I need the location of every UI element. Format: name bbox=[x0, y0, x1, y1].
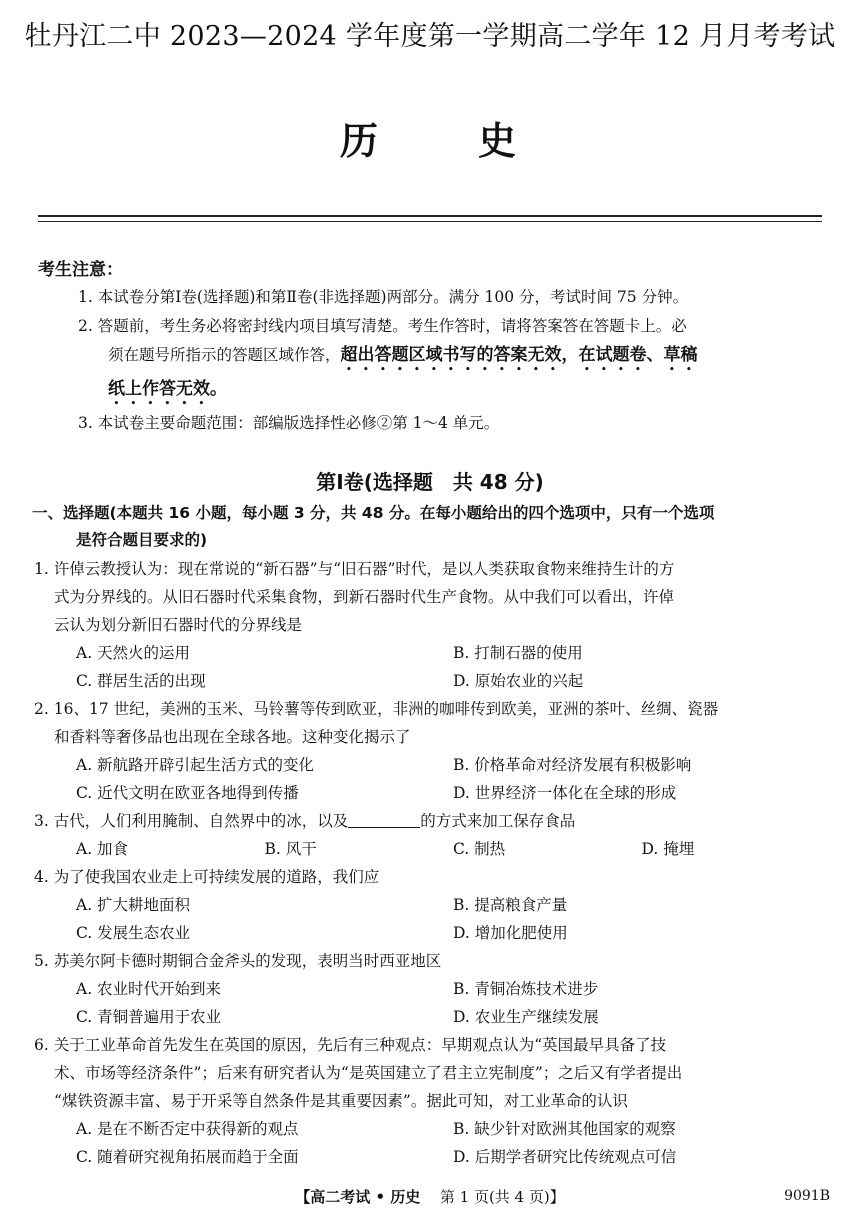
option-a: A. 新航路开辟引起生活方式的变化 bbox=[76, 756, 315, 774]
question-stem: 和香料等奢侈品也出现在全球各地。这种变化揭示了 bbox=[54, 728, 411, 746]
instructions-line-1: 一、选择题(本题共 16 小题，每小题 3 分，共 48 分。在每小题给出的四个选项中，只有一个选项 bbox=[32, 504, 715, 522]
option-a: A. 是在不断否定中获得新的观点 bbox=[76, 1120, 299, 1138]
question-list bbox=[34, 555, 830, 1171]
notice-item-2-emphasis-end: 纸上作答无效。 bbox=[108, 379, 227, 399]
stem-after-blank: 的方式来加工保存食品 bbox=[420, 812, 576, 830]
option-row bbox=[34, 1143, 830, 1171]
subject-title bbox=[0, 110, 860, 165]
option-a: A. 扩大耕地面积 bbox=[76, 896, 191, 914]
header-rule-thick bbox=[38, 215, 822, 217]
option-d: D. 世界经济一体化在全球的形成 bbox=[453, 784, 677, 802]
option-row bbox=[34, 667, 830, 695]
exam-title: 牡丹江二中 2023—2024 学年度第一学期高二学年 12 月月考考试 bbox=[24, 21, 836, 52]
notice-heading: 考生注意： bbox=[38, 260, 123, 280]
question-stem: 1. 许倬云教授认为：现在常说的“新石器”与“旧石器”时代，是以人类获取食物来维持生计的方 bbox=[34, 560, 675, 578]
option-c: C. 随着研究视角拓展而趋于全面 bbox=[76, 1148, 299, 1166]
question-stem: 4. 为了使我国农业走上可持续发展的道路，我们应 bbox=[34, 868, 380, 886]
option-row bbox=[34, 779, 830, 807]
section-instructions bbox=[32, 500, 832, 554]
question-stem: 云认为划分新旧石器时代的分界线是 bbox=[54, 616, 303, 634]
question-stem: 5. 苏美尔阿卡德时期铜合金斧头的发现，表明当时西亚地区 bbox=[34, 952, 442, 970]
option-b: B. 风干 bbox=[264, 840, 317, 858]
notice-list bbox=[78, 283, 826, 438]
paper-code: 9091B bbox=[784, 1188, 830, 1204]
option-row bbox=[34, 919, 830, 947]
question-6 bbox=[34, 1031, 830, 1171]
option-d: D. 后期学者研究比传统观点可信 bbox=[453, 1148, 677, 1166]
option-b: B. 缺少针对欧洲其他国家的观察 bbox=[453, 1120, 676, 1138]
option-row bbox=[34, 975, 830, 1003]
notice-item-2-line-2 bbox=[78, 341, 826, 375]
option-d: D. 增加化肥使用 bbox=[453, 924, 568, 942]
notice-item-1: 1. 本试卷分第Ⅰ卷(选择题)和第Ⅱ卷(非选择题)两部分。满分 100 分，考试时间 75 分钟。 bbox=[78, 288, 689, 306]
question-1 bbox=[34, 555, 830, 695]
option-d: D. 掩埋 bbox=[641, 840, 695, 858]
question-stem: 2. 16、17 世纪，美洲的玉米、马铃薯等传到欧亚，非洲的咖啡传到欧美，亚洲的茶叶、丝绸、瓷器 bbox=[34, 700, 719, 718]
question-stem: “煤铁资源丰富、易于开采等自然条件是其重要因素”。据此可知，对工业革命的认识 bbox=[54, 1092, 628, 1110]
option-c: C. 制热 bbox=[453, 840, 506, 858]
subject-char-1: 历 bbox=[339, 118, 382, 163]
fill-in-blank bbox=[348, 811, 420, 828]
option-d: D. 农业生产继续发展 bbox=[453, 1008, 599, 1026]
notice-item-2-line-3 bbox=[78, 375, 826, 409]
header-rule-thin bbox=[38, 221, 822, 222]
footer-page-number: 第 1 页(共 4 页)】 bbox=[439, 1188, 565, 1206]
question-stem: 式为分界线的。从旧石器时代采集食物，到新石器时代生产食物。从中我们可以看出，许倬 bbox=[54, 588, 675, 606]
option-c: C. 群居生活的出现 bbox=[76, 672, 206, 690]
question-2 bbox=[34, 695, 830, 807]
option-row bbox=[34, 1003, 830, 1031]
option-d: D. 原始农业的兴起 bbox=[453, 672, 584, 690]
option-c: C. 近代文明在欧亚各地得到传播 bbox=[76, 784, 299, 802]
notice-item-3: 3. 本试卷主要命题范围：部编版选择性必修②第 1～4 单元。 bbox=[78, 414, 500, 432]
notice-item-2-emphasis: 超出答题区域书写的答案无效，在试题卷、草稿 bbox=[340, 345, 698, 365]
notice-item-2-line-1: 2. 答题前，考生务必将密封线内项目填写清楚。考生作答时，请将答案答在答题卡上。必 bbox=[78, 317, 687, 335]
option-row bbox=[34, 1115, 830, 1143]
subject-char-2: 史 bbox=[478, 118, 521, 163]
notice-item-2-plain: 须在题号所指示的答题区域作答， bbox=[108, 346, 341, 364]
question-stem: 6. 关于工业革命首先发生在英国的原因，先后有三种观点：早期观点认为“英国最早具备了技 bbox=[34, 1036, 667, 1054]
question-stem bbox=[34, 807, 830, 835]
instructions-line-2: 是符合题目要求的) bbox=[76, 531, 208, 549]
option-row bbox=[34, 891, 830, 919]
option-b: B. 价格革命对经济发展有积极影响 bbox=[453, 756, 692, 774]
option-b: B. 打制石器的使用 bbox=[453, 644, 583, 662]
option-a: A. 农业时代开始到来 bbox=[76, 980, 222, 998]
question-3 bbox=[34, 807, 830, 863]
option-b: B. 青铜冶炼技术进步 bbox=[453, 980, 599, 998]
option-row bbox=[34, 835, 830, 863]
question-stem: 术、市场等经济条件”；后来有研究者认为“是英国建立了君主立宪制度”；之后又有学者提出 bbox=[54, 1064, 683, 1082]
footer-label: 【高二考试 • 历史 bbox=[295, 1188, 421, 1206]
stem-before-blank: 3. 古代，人们利用腌制、自然界中的冰，以及 bbox=[34, 812, 349, 830]
option-b: B. 提高粮食产量 bbox=[453, 896, 568, 914]
page-footer bbox=[0, 1186, 860, 1207]
option-c: C. 青铜普遍用于农业 bbox=[76, 1008, 222, 1026]
section-title: 第Ⅰ卷(选择题 共 48 分) bbox=[316, 470, 544, 494]
question-4 bbox=[34, 863, 830, 947]
option-row bbox=[34, 751, 830, 779]
option-c: C. 发展生态农业 bbox=[76, 924, 191, 942]
option-a: A. 加食 bbox=[76, 840, 129, 858]
question-5 bbox=[34, 947, 830, 1031]
option-a: A. 天然火的运用 bbox=[76, 644, 191, 662]
option-row bbox=[34, 639, 830, 667]
